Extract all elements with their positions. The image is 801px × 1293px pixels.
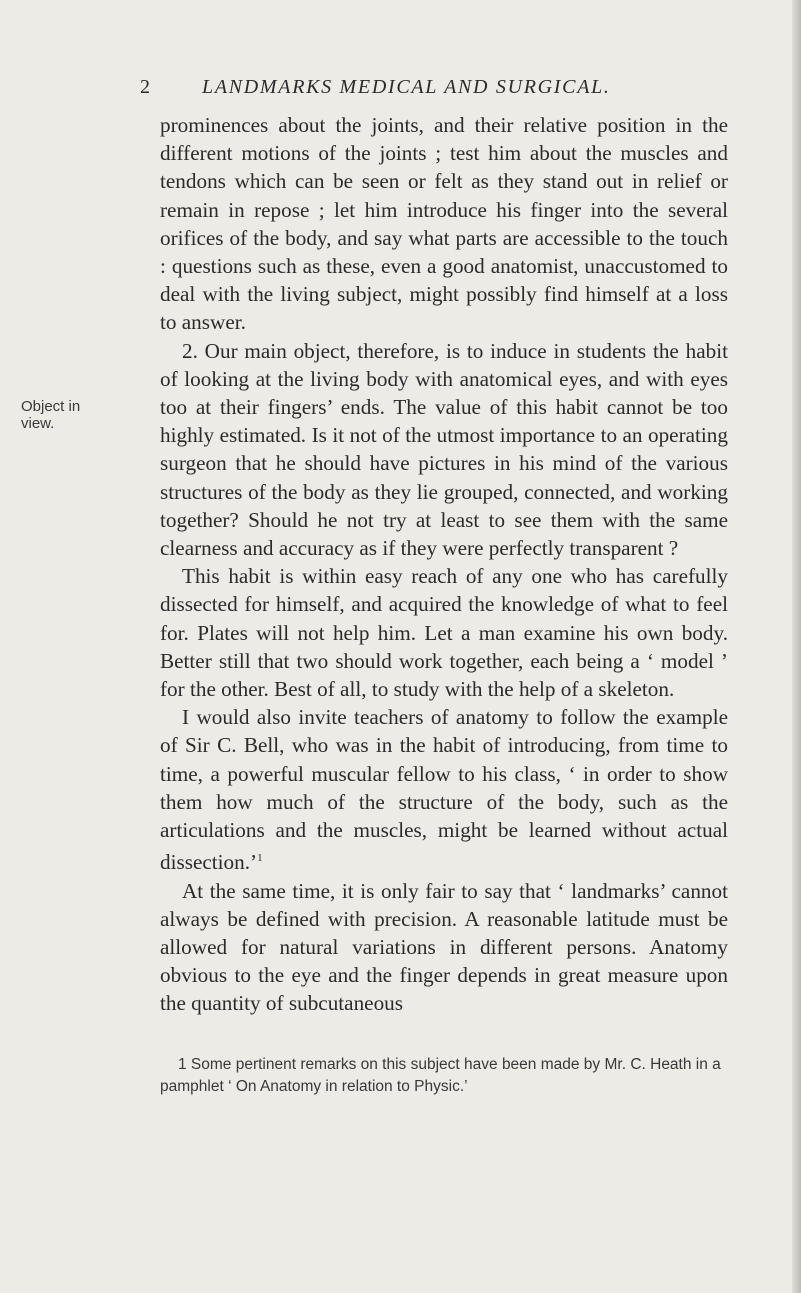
footnotes [160, 1054, 728, 1098]
paragraph-5: At the same time, it is only fair to say that ‘ landmarks’ cannot always be defined with precision. A reasonable latitude must be allowed for natural variations in different persons. Anatomy obvious to the eye and the finger depends in great measure upon the quantity of subcutaneous [160, 878, 728, 1016]
footnote-marker: 1 [257, 852, 263, 865]
running-title: LANDMARKS MEDICAL AND SURGICAL. [202, 76, 611, 98]
margin-note-object-in-view: Object in view. [21, 398, 81, 432]
page-edge-shadow [792, 0, 801, 1293]
page-number: 2 [140, 76, 150, 98]
footnote-1: 1 Some pertinent remarks on this subject have been made by Mr. C. Heath in a pamphlet ‘ On Anatomy in relation to Physic.’ [160, 1056, 721, 1095]
paragraph-3: This habit is within easy reach of any one who has carefully dissected for himself, and acquired the knowledge of what to feel for. Plates will not help him. Let a man examine his own body. Better still that two should work together, each being a ‘ model ’ for the other. Best of all, to study with the help of a skeleton. [160, 564, 728, 702]
body-text [160, 111, 728, 1018]
paragraph-4 [160, 703, 728, 876]
running-header [140, 76, 740, 99]
paragraph-4-text: I would also invite teachers of anatomy to follow the example of Sir C. Bell, who was in the habit of introducing, from time to time, a powerful muscular fellow to his class, ‘ in order to show them how much of the structure of the body, such as the articulations and the muscles, might be learned without actual dissection.’ [160, 705, 728, 875]
paragraph-2: 2. Our main object, therefore, is to induce in students the habit of looking at the living body with anatomical eyes, and with eyes too at their fingers’ ends. The value of this habit cannot be too highly estimated. Is it not of the utmost importance to an operating surgeon that he should have pictures in his mind of the various structures of the body as they lie grouped, connected, and working together? Should he not try at least to see them with the same clearness and accuracy as if they were perfectly transparent ? [160, 338, 728, 561]
paragraph-1: prominences about the joints, and their relative position in the different motions of the joints ; test him about the muscles and tendons which can be seen or felt as they stand out in relief or remain in repose ; let him introduce his finger into the several orifices of the body, and say what parts are accessible to the touch : questions such as these, even a good anatomist, unaccustomed to deal with the living subject, might possibly find himself at a loss to answer. [160, 113, 728, 335]
